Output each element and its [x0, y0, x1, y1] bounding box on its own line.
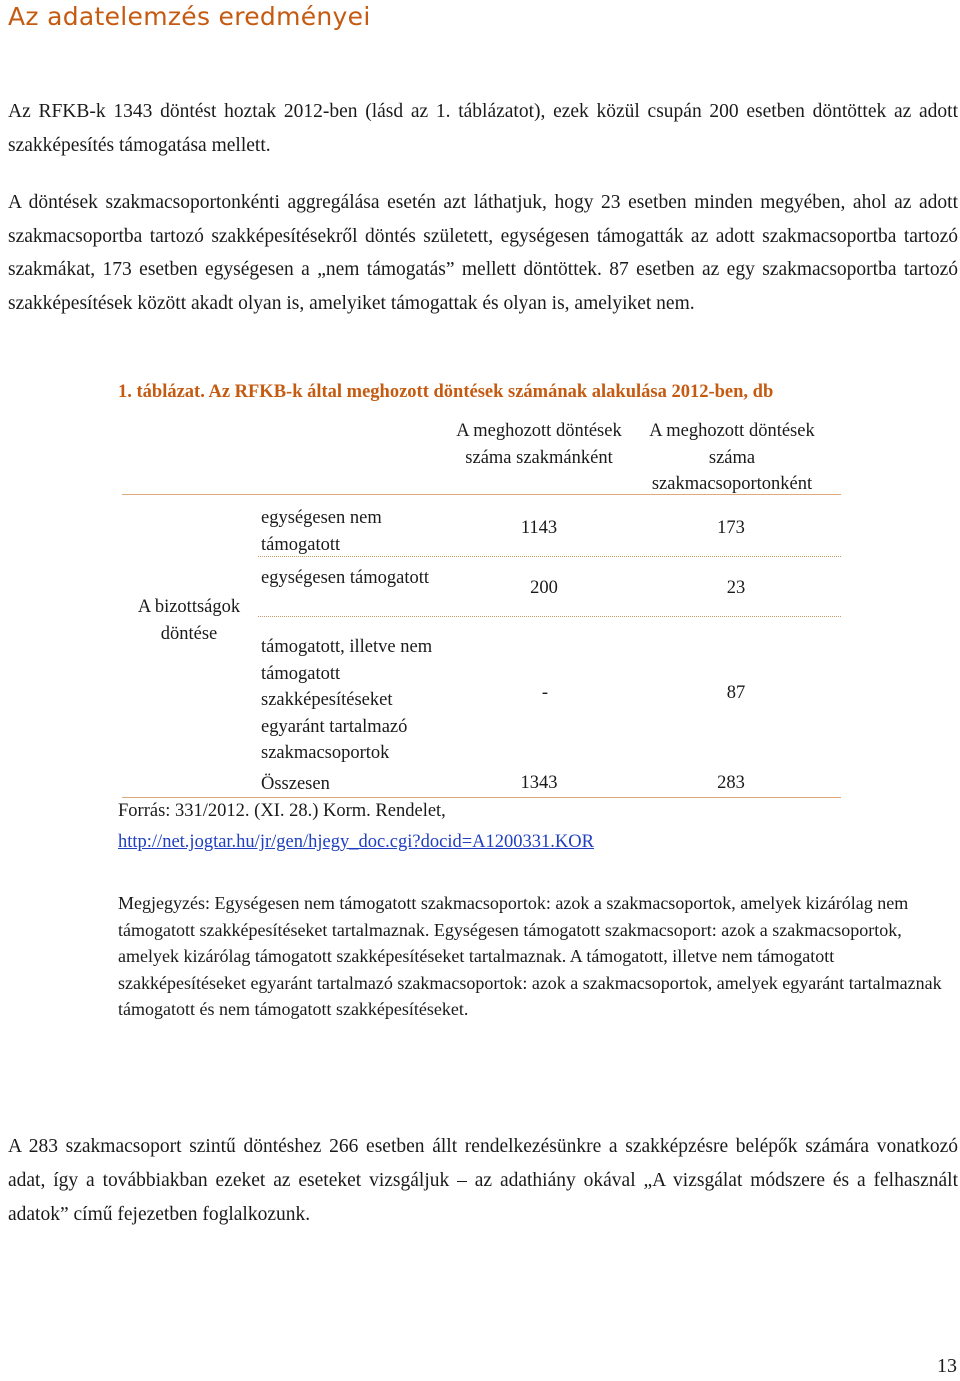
row-mixed-v1: -: [541, 683, 549, 703]
row-not-supported-v2: 173: [717, 518, 745, 538]
table-caption: [118, 382, 773, 403]
row-rule: [258, 556, 841, 557]
row-mixed-v2: 87: [726, 683, 746, 703]
row-label-total: Összesen: [261, 774, 330, 794]
row-total-v2: 283: [717, 773, 745, 793]
table-caption-prefix: 1. táblázat.: [118, 382, 205, 402]
col2-header: A meghozott döntések száma szakmacsoportonként: [649, 421, 815, 494]
row-supported-v1: 200: [530, 578, 558, 598]
row-label-supported: egységesen támogatott: [261, 568, 429, 588]
row-total-v1: 1343: [520, 773, 558, 793]
row-label-mixed: támogatott, illetve nem támogatott szakképesítéseket egyaránt tartalmazó szakmacsoportok: [261, 637, 433, 763]
page-number: 13: [937, 1355, 957, 1377]
source-link[interactable]: http://net.jogtar.hu/jr/gen/hjegy_doc.cgi?docid=A1200331.KOR: [118, 832, 594, 852]
row-group-label: A bizottságok döntése: [137, 597, 241, 644]
closing-paragraph: A 283 szakmacsoport szintű döntéshez 266 esetben állt rendelkezésünkre a szakképzésre belépők számára vonatkozó adat, így a továbbiakban ezeket az eseteket vizsgáljuk – az adathiány okával „A vizsgálat módszere és a felhasznált adatok” című fejezetben foglalkozunk.: [8, 1136, 958, 1225]
row-supported-v2: 23: [726, 578, 746, 598]
section-heading: Az adatelemzés eredményei: [8, 2, 371, 31]
table-note: Megjegyzés: Egységesen nem támogatott szakmacsoportok: azok a szakmacsoportok, amelyek kizárólag nem támogatott szakképesítéseket tartalmaznak. Egységesen támogatott szakmacsoport: azok a szakmacsoportok, amelyek kizárólag támogatott szakképesítéseket tartalmaznak. A támogatott, illetve nem támogatott szakképesítéseket egyaránt tartalmazó szakmacsoportok: azok a szakmacsoportok, amelyek egyaránt tartalmaznak támogatott és nem támogatott szakképesítéseket.: [118, 893, 942, 1020]
row-not-supported-v1: 1143: [520, 518, 558, 538]
aggregation-paragraph: A döntések szakmacsoportonkénti aggregálása esetén azt láthatjuk, hogy 23 esetben minden megyében, ahol az adott szakmacsoportba tartozó szakképesítésekről döntés született, egységesen támogatták az adott szakmacsoportba tartozó szakmákat, 173 esetben egységesen a „nem támogatás” mellett döntöttek. 87 esetben az egy szakmacsoportba tartozó szakképesítések között akadt olyan is, amelyiket támogattak és olyan is, amelyiket nem.: [8, 192, 958, 314]
row-rule: [258, 616, 841, 617]
table-bottom-rule: [122, 797, 841, 798]
row-label-not-supported: egységesen nem támogatott: [261, 508, 382, 555]
header-rule: [122, 494, 841, 495]
col1-header: A meghozott döntések száma szakmánként: [456, 421, 622, 468]
table-caption-title: Az RFKB-k által meghozott döntések számának alakulása 2012-ben, db: [208, 382, 774, 402]
intro-paragraph: Az RFKB-k 1343 döntést hoztak 2012-ben (lásd az 1. táblázatot), ezek közül csupán 200 esetben döntöttek az adott szakképesítés támogatása mellett.: [8, 101, 958, 156]
table-source: Forrás: 331/2012. (XI. 28.) Korm. Rendelet,: [118, 801, 446, 821]
